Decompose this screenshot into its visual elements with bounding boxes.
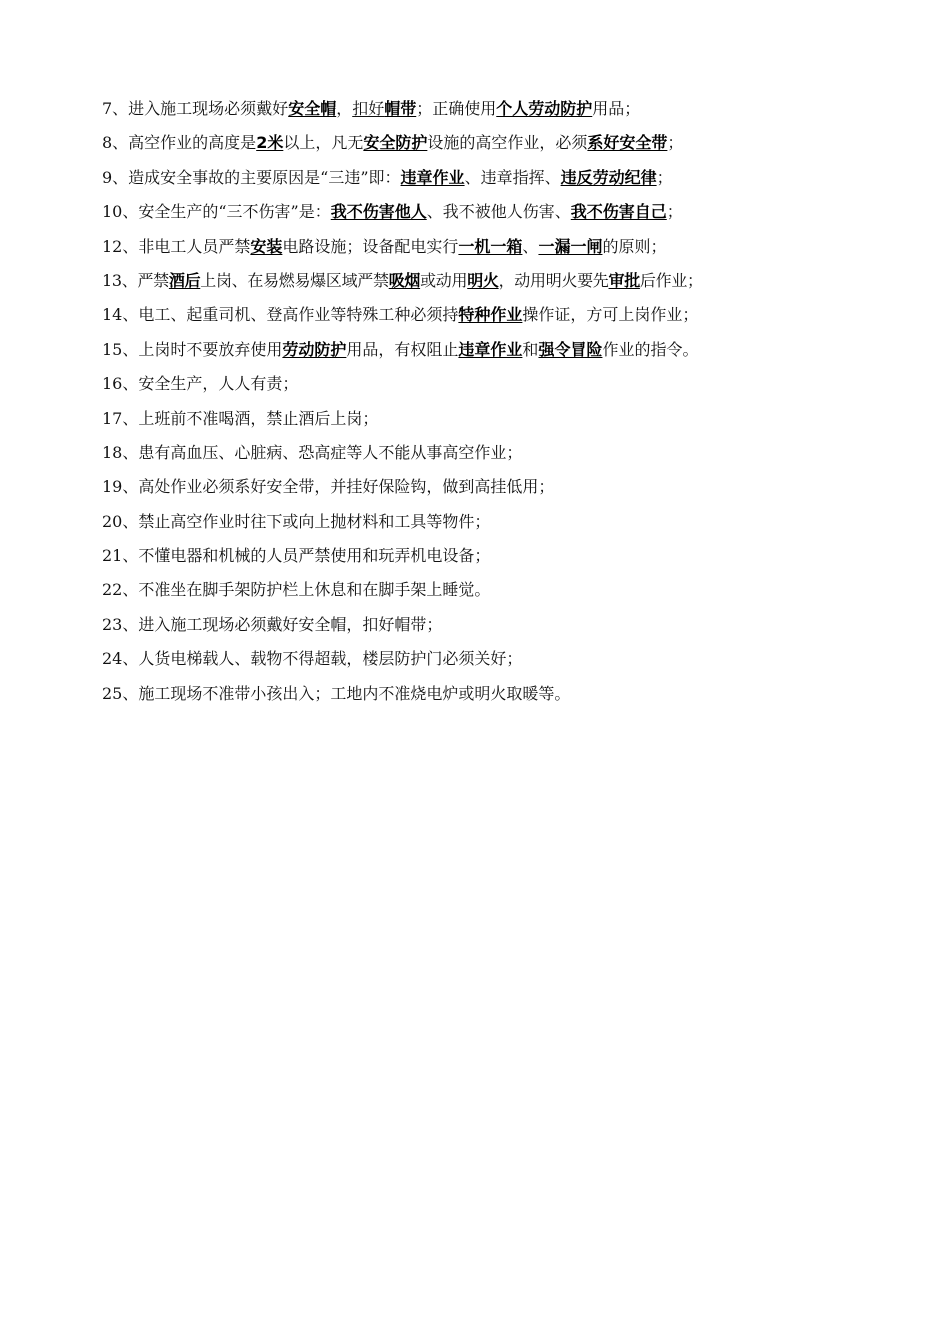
rule-text: 、我不被他人伤害、 [426, 202, 571, 222]
rule-text: 15、上岗时不要放弃使用 [102, 339, 283, 359]
rule-line [102, 539, 922, 573]
rule-text: 16、安全生产，人人有责； [102, 374, 299, 394]
emphasized-term: 个人劳动防护 [496, 99, 593, 118]
emphasized-term: 系好安全带 [587, 133, 668, 153]
rule-text: ； [656, 167, 673, 187]
rule-text: 22、不准坐在脚手架防护栏上休息和在脚手架上睡觉。 [102, 580, 491, 600]
rule-text: 18、患有高血压、心脏病、恐高症等人不能从事高空作业； [102, 442, 523, 462]
rule-line [102, 92, 922, 126]
rule-text: ， [336, 99, 353, 118]
rule-text: 9、造成安全事故的主要原因是“三违”即： [102, 167, 401, 187]
rule-text: 的原则； [602, 236, 667, 256]
rule-text: 13、严禁 [102, 270, 169, 290]
rule-line [102, 642, 922, 676]
rule-text: 后作业； [639, 270, 703, 290]
rule-line [102, 573, 922, 607]
emphasized-term: 2米 [256, 133, 284, 153]
rule-text: 7、进入施工现场必须戴好 [102, 99, 289, 118]
emphasized-term: 一机一箱 [458, 236, 523, 256]
rule-text: 或动用 [420, 270, 468, 290]
rule-text: ；正确使用 [416, 99, 497, 118]
rule-text: 用品； [592, 99, 641, 118]
rule-text: 上岗、在易燃易爆区域严禁 [200, 270, 389, 290]
rule-text: 以上，凡无 [283, 133, 364, 153]
rule-line [102, 264, 922, 298]
rule-text: 电路设施；设备配电实行 [282, 236, 459, 256]
rule-line [102, 298, 922, 332]
rule-line [102, 677, 922, 711]
rule-text: 用品，有权阻止 [346, 339, 459, 359]
emphasized-term: 酒后 [168, 270, 201, 290]
emphasized-term: 特种作业 [458, 305, 523, 325]
rule-text: 21、不懂电器和机械的人员严禁使用和玩弄机电设备； [102, 546, 491, 566]
rule-text: 14、电工、起重司机、登高作业等特殊工种必须持 [102, 305, 459, 325]
emphasized-term: 安全防护 [363, 133, 428, 153]
emphasized-term: 违章作业 [458, 339, 523, 359]
rule-line [102, 470, 922, 504]
rule-line [102, 608, 922, 642]
rule-text: ，动用明火要先 [498, 270, 609, 290]
rule-text: 10、安全生产的“三不伤害”是： [102, 202, 331, 222]
rule-text: ； [667, 133, 684, 153]
emphasized-term: 违章作业 [400, 167, 465, 187]
emphasized-term: 我不伤害自己 [570, 202, 667, 222]
rule-text: 25、施工现场不准带小孩出入；工地内不准烧电炉或明火取暖等。 [102, 683, 571, 703]
rule-text: 、 [522, 236, 539, 256]
rule-line [102, 436, 922, 470]
emphasized-term: 吸烟 [388, 270, 421, 290]
rule-text: 操作证，方可上岗作业； [522, 305, 699, 325]
emphasized-term: 明火 [467, 270, 499, 290]
rule-line [102, 333, 922, 367]
rule-text: 设施的高空作业，必须 [427, 133, 588, 153]
emphasized-term: 劳动防护 [282, 339, 347, 359]
rule-text: 24、人货电梯载人、载物不得超载，楼层防护门必须关好； [102, 649, 523, 669]
rule-text: 、违章指挥、 [464, 167, 561, 187]
emphasized-term: 强令冒险 [538, 339, 603, 359]
rule-text: 23、进入施工现场必须戴好安全帽，扣好帽带； [102, 614, 443, 634]
rule-text: ； [666, 202, 683, 222]
rule-line [102, 230, 922, 264]
emphasized-term: 帽带 [384, 99, 417, 118]
rule-text: 和 [522, 339, 539, 359]
rule-line [102, 505, 922, 539]
emphasized-term: 安全帽 [288, 99, 337, 118]
rule-line [102, 126, 922, 160]
rule-line [102, 367, 922, 401]
rule-line [102, 161, 922, 195]
emphasized-term: 违反劳动纪律 [560, 167, 657, 187]
rule-text: 20、禁止高空作业时往下或向上抛材料和工具等物件； [102, 511, 491, 531]
emphasized-term: 审批 [608, 270, 640, 290]
rule-text: 19、高处作业必须系好安全带，并挂好保险钩，做到高挂低用； [102, 477, 555, 497]
emphasized-term: 安装 [250, 236, 283, 256]
rule-text: 8、高空作业的高度是 [102, 133, 257, 153]
emphasized-term: 我不伤害他人 [330, 202, 427, 222]
underlined-term: 扣好 [352, 99, 385, 118]
rule-line [102, 195, 922, 229]
rule-text: 12、非电工人员严禁 [102, 236, 251, 256]
rule-text: 作业的指令。 [602, 339, 699, 359]
rule-text: 17、上班前不准喝酒，禁止酒后上岗； [102, 408, 379, 428]
safety-rules-list [102, 92, 922, 711]
emphasized-term: 一漏一闸 [538, 236, 603, 256]
rule-line [102, 402, 922, 436]
